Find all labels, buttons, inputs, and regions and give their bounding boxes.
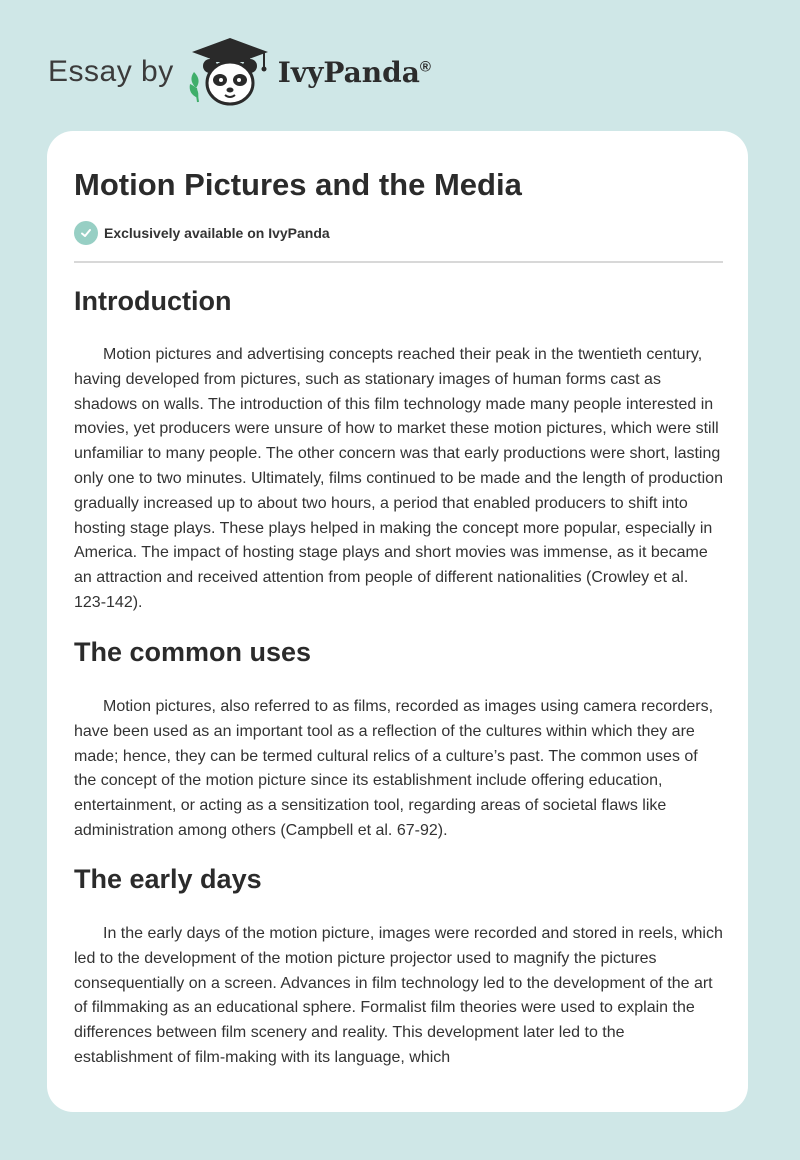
panda-graduate-icon xyxy=(184,36,276,108)
section-heading-early-days: The early days xyxy=(74,864,262,894)
essay-card xyxy=(47,131,748,1112)
exclusive-badge xyxy=(74,221,330,245)
brand-name: IvyPanda® xyxy=(277,55,431,89)
brand-header[interactable] xyxy=(48,36,431,108)
section-paragraph-common-uses: Motion pictures, also referred to as films, recorded as images using camera recorders, have been used as an important tool as a reflection of the cultures within which they are made; hence, they can be termed cultural relics of a culture’s past. The common uses of the concept of the motion picture since its establishment include offering education, entertainment, or acting as a sensitization tool, regarding areas of societal flaws like administration among others (Campbell et al. 67-92). xyxy=(74,698,714,839)
section-paragraph-introduction: Motion pictures and advertising concepts reached their peak in the twentieth century, having developed from pictures, such as stationary images of human forms cast as shadows on walls. The introduction of this film technology made many people interested in movies, yet producers were unsure of how to market these motion pictures, which were still unfamiliar to many people. The other concern was that early productions were short, lasting only one to two minutes. Ultimately, films continued to be made and the length of production gradually increased up to about two hours, a period that enabled producers to shift into hosting stage plays. These plays helped in making the concept more popular, especially in America. The impact of hosting stage plays and short movies was immense, as it became an attraction and received attention from people of different nationalities (Crowley et al. 123-142). xyxy=(74,346,723,611)
section-heading-common-uses: The common uses xyxy=(74,637,312,667)
essay-title: Motion Pictures and the Media xyxy=(74,167,522,202)
section-heading-introduction: Introduction xyxy=(74,286,232,316)
check-circle-icon xyxy=(74,221,98,245)
badge-label: Exclusively available on IvyPanda xyxy=(104,225,330,241)
divider xyxy=(74,261,723,263)
brand-prefix: Essay by xyxy=(48,55,174,88)
section-paragraph-early-days: In the early days of the motion picture, images were recorded and stored in reels, which led to the development of the motion picture projector used to magnify the pictures consequentially on a screen. Advances in film technology led to the development of the art of filmmaking as an educational sphere. Formalist film theories were used to explain the differences between film scenery and reality. This development later led to the establishment of film-making with its language, which xyxy=(74,925,723,1066)
